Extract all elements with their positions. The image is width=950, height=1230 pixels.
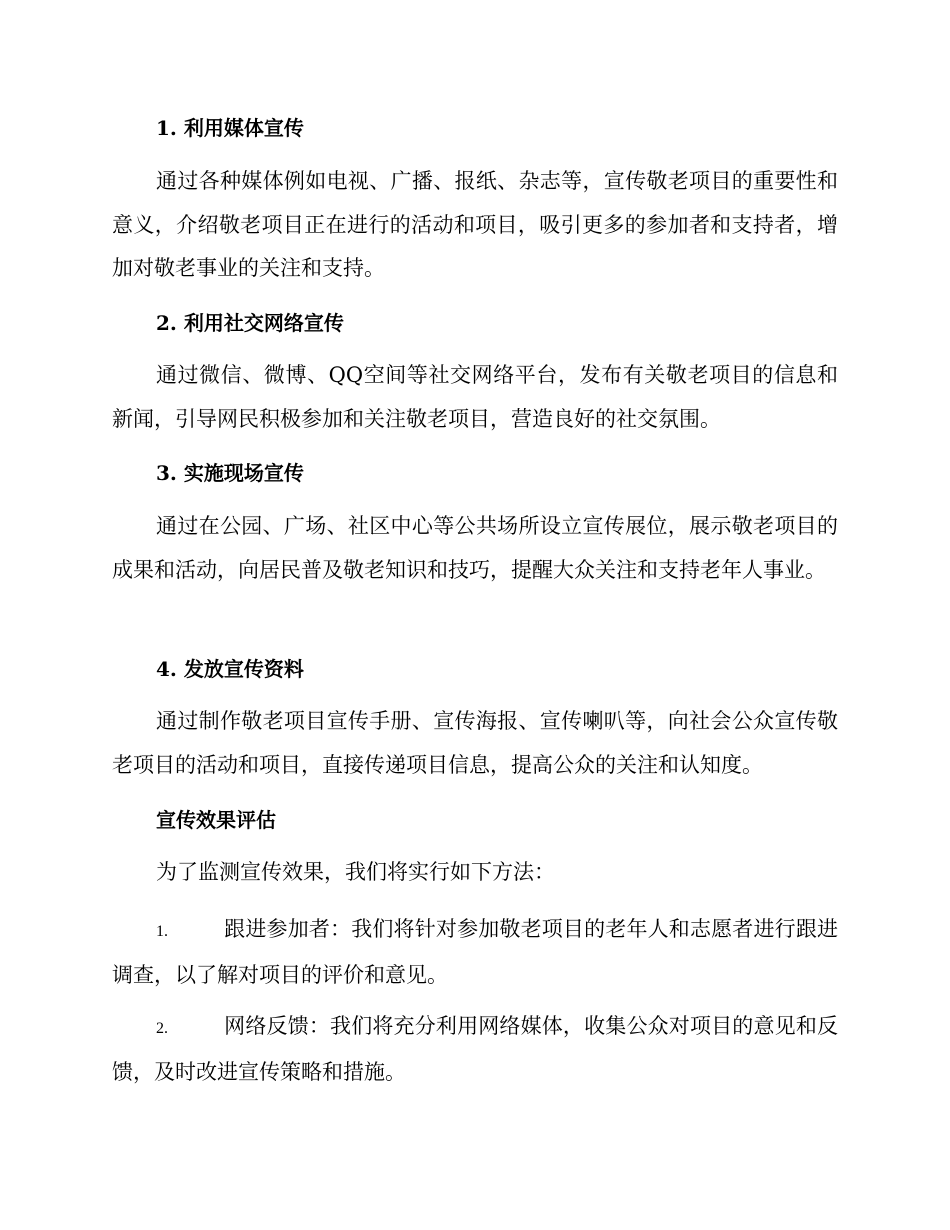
section-body-social: 通过微信、微博、QQ空间等社交网络平台，发布有关敬老项目的信息和新闻，引导网民积极参加和关注敬老项目，营造良好的社交氛围。 [112, 363, 838, 431]
section-heading-media: 1. 利用媒体宣传 [156, 116, 304, 140]
section-body-materials: 通过制作敬老项目宣传手册、宣传海报、宣传喇叭等，向社会公众宣传敬老项目的活动和项目，直接传递项目信息，提高公众的关注和认知度。 [112, 709, 838, 777]
evaluation-intro: 为了监测宣传效果，我们将实行如下方法： [156, 860, 555, 884]
evaluation-list-item [112, 908, 838, 997]
evaluation-heading: 宣传效果评估 [156, 808, 276, 832]
list-item-text: 跟进参加者：我们将针对参加敬老项目的老年人和志愿者进行跟进调查，以了解对项目的评价和意见。 [112, 917, 838, 987]
list-item-text: 网络反馈：我们将充分利用网络媒体，收集公众对项目的意见和反馈，及时改进宣传策略和措施。 [112, 1014, 838, 1084]
section-heading-onsite: 3. 实施现场宣传 [156, 461, 304, 485]
evaluation-list-item [112, 1005, 838, 1094]
section-body-onsite: 通过在公园、广场、社区中心等公共场所设立宣传展位，展示敬老项目的成果和活动，向居民普及敬老知识和技巧，提醒大众关注和支持老年人事业。 [112, 514, 838, 582]
section-heading-social: 2. 利用社交网络宣传 [156, 311, 344, 335]
section-heading-materials: 4. 发放宣传资料 [156, 657, 304, 681]
list-item-number: 1. [156, 923, 168, 940]
section-body-media: 通过各种媒体例如电视、广播、报纸、杂志等，宣传敬老项目的重要性和意义，介绍敬老项目正在进行的活动和项目，吸引更多的参加者和支持者，增加对敬老事业的关注和支持。 [112, 169, 838, 280]
list-item-number: 2. [156, 1020, 168, 1037]
